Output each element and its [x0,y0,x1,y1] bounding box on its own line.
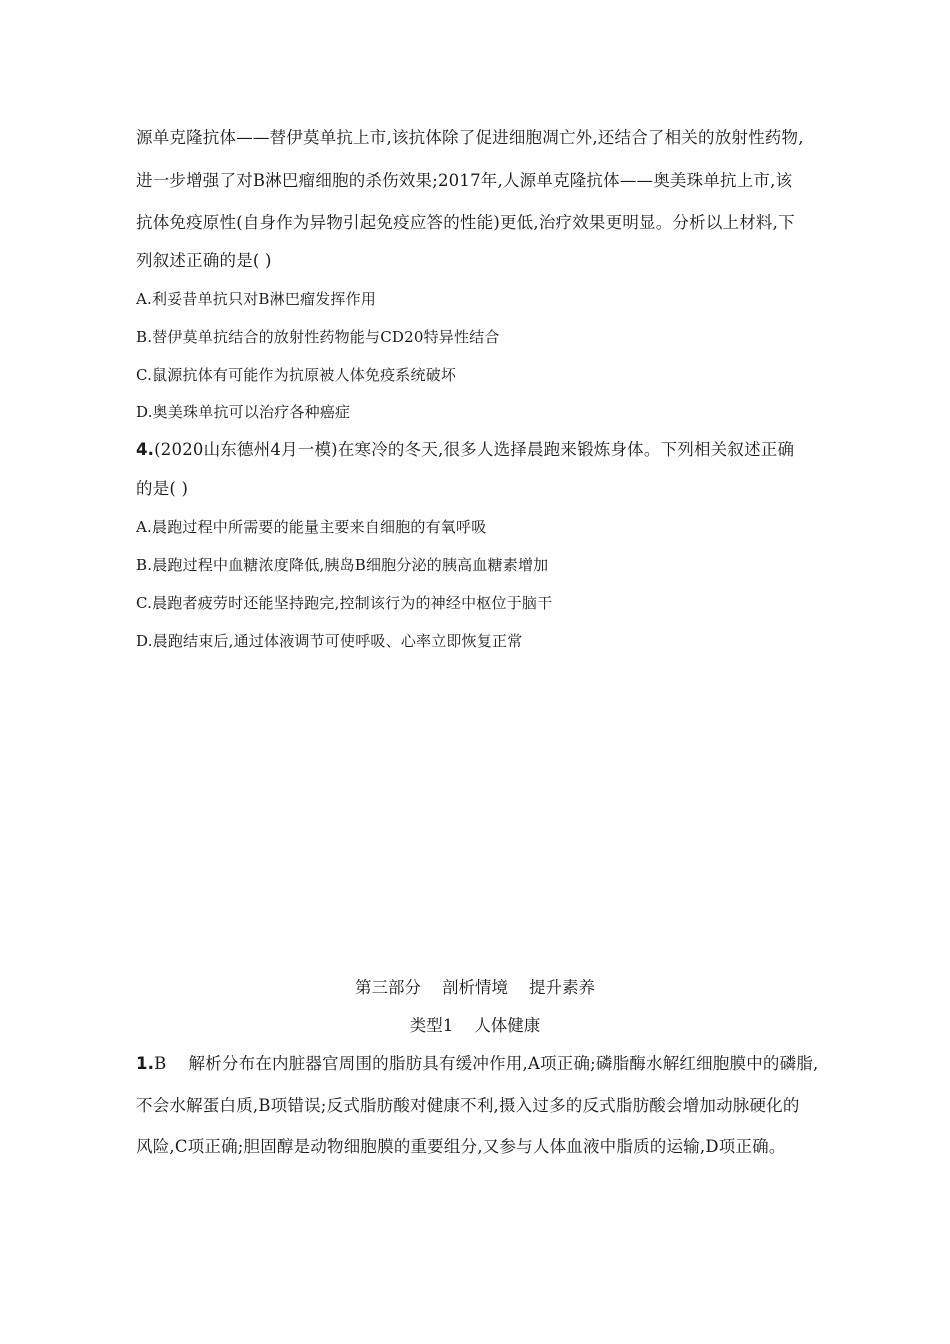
q4-stem: (2020山东德州4月一模)在寒冷的冬天,很多人选择晨跑来锻炼身体。下列相关叙述正确 [154,440,795,459]
q3-option-c: C.鼠源抗体有可能作为抗原被人体免疫系统破坏 [136,366,457,384]
q4-option-a: A.晨跑过程中所需要的能量主要来自细胞的有氧呼吸 [136,518,487,536]
answer1-line-1 [136,1054,818,1074]
q3-option-b: B.替伊莫单抗结合的放射性药物能与CD20特异性结合 [136,328,500,346]
q3-option-d: D.奥美珠单抗可以治疗各种癌症 [136,403,351,421]
q4-option-b: B.晨跑过程中血糖浓度降低,胰岛B细胞分泌的胰高血糖素增加 [136,556,549,574]
answer1-line-2: 不会水解蛋白质,B项错误;反式脂肪酸对健康不利,摄入过多的反式脂肪酸会增加动脉硬化的 [136,1096,800,1115]
section-subtitle: 类型1 人体健康 [409,1016,541,1035]
q4-option-c: C.晨跑者疲劳时还能坚持跑完,控制该行为的神经中枢位于脑干 [136,594,553,612]
q4-text-line-2: 的是( ) [136,479,189,498]
answer1-choice: B [154,1054,167,1073]
answer1-explanation: 解析分布在内脏器官周围的脂肪具有缓冲作用,A项正确;磷脂酶水解红细胞膜中的磷脂, [188,1054,819,1073]
answer1-number: 1. [136,1054,155,1073]
q3-text-line-3: 抗体免疫原性(自身作为异物引起免疫应答的性能)更低,治疗效果更明显。分析以上材料,下 [136,213,795,232]
q4-text-line-1 [136,440,794,460]
q3-text-line-4: 列叙述正确的是( ) [136,251,272,270]
q3-text-line-1: 源单克隆抗体——替伊莫单抗上市,该抗体除了促进细胞凋亡外,还结合了相关的放射性药物, [136,128,804,147]
q4-option-d: D.晨跑结束后,通过体液调节可使呼吸、心率立即恢复正常 [136,632,523,650]
q3-option-a: A.利妥昔单抗只对B淋巴瘤发挥作用 [136,290,377,308]
section-title: 第三部分 剖析情境 提升素养 [355,978,595,997]
answer1-line-3: 风险,C项正确;胆固醇是动物细胞膜的重要组分,又参与人体血液中脂质的运输,D项正确。 [136,1137,786,1156]
q3-text-line-2: 进一步增强了对B淋巴瘤细胞的杀伤效果;2017年,人源单克隆抗体——奥美珠单抗上市,该 [136,171,793,190]
q4-number: 4. [136,440,155,459]
